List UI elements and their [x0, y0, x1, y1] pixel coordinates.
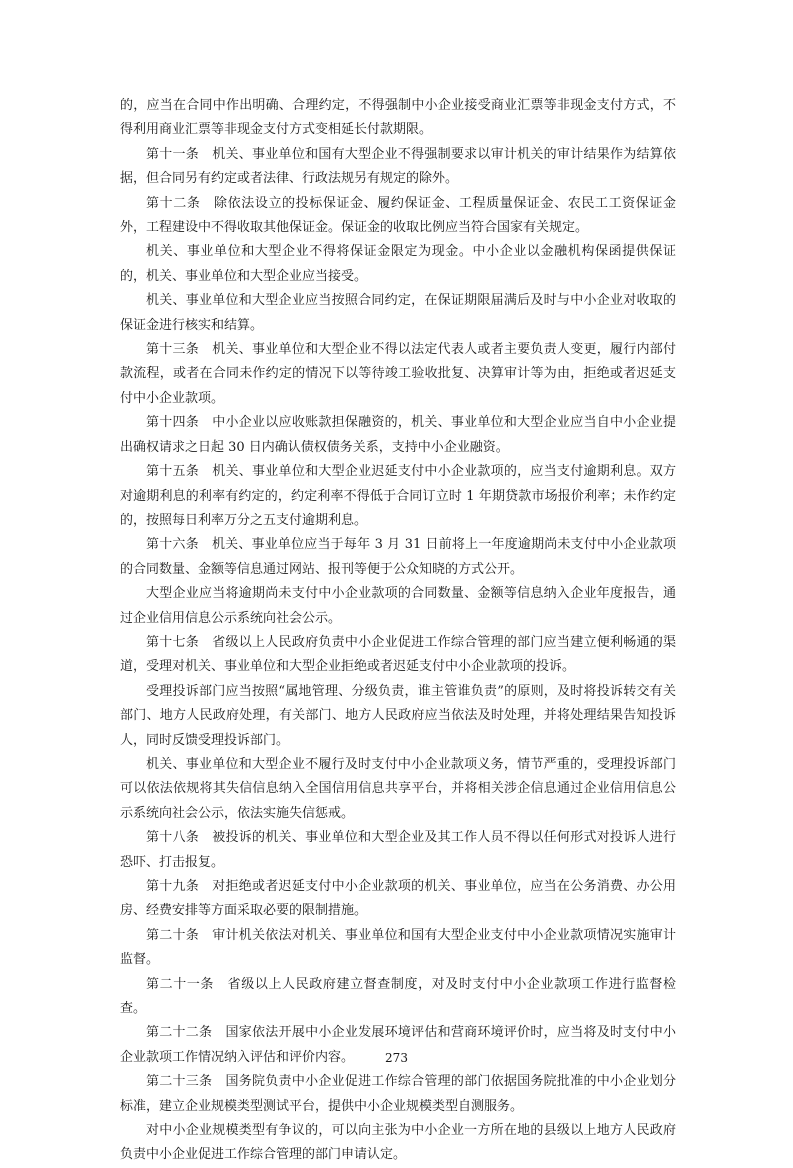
paragraph-article-16: 第十六条 机关、事业单位应当于每年 3 月 31 日前将上一年度逾期尚未支付中小企业款项的合同数量、金额等信息通过网站、报刊等便于公众知晓的方式公开。 [120, 537, 676, 577]
paragraph: 机关、事业单位和大型企业不得将保证金限定为现金。中小企业以金融机构保函提供保证的，机关、事业单位和大型企业应当接受。 [120, 244, 676, 284]
paragraph-article-11: 第十一条 机关、事业单位和国有大型企业不得强制要求以审计机关的审计结果作为结算依据，但合同另有约定或者法律、行政法规另有规定的除外。 [120, 146, 676, 187]
paragraph-article-21: 第二十一条 省级以上人民政府建立督查制度，对及时支付中小企业款项工作进行监督检查。 [120, 976, 676, 1017]
paragraph-article-15: 第十五条 机关、事业单位和大型企业迟延支付中小企业款项的，应当支付逾期利息。双方对逾期利息的利率有约定的，约定利率不得低于合同订立时 1 年期贷款市场报价利率；未作约定的，按照每日利率万分之五支付逾期利息。 [120, 464, 676, 528]
paragraph-article-20: 第二十条 审计机关依法对机关、事业单位和国有大型企业支付中小企业款项情况实施审计监督。 [120, 927, 676, 968]
page-number: 273 [385, 1051, 408, 1065]
paragraph: 受理投诉部门应当按照“属地管理、分级负责，谁主管谁负责”的原则，及时将投诉转交有关部门、地方人民政府处理，有关部门、地方人民政府应当依法及时处理，并将处理结果告知投诉人，同时反馈受理投诉部门。 [120, 683, 676, 748]
paragraph: 机关、事业单位和大型企业应当按照合同约定，在保证期限届满后及时与中小企业对收取的保证金进行核实和结算。 [120, 293, 676, 333]
paragraph-article-12: 第十二条 除依法设立的投标保证金、履约保证金、工程质量保证金、农民工工资保证金外，工程建设中不得收取其他保证金。保证金的收取比例应当符合国家有关规定。 [120, 195, 676, 236]
paragraph-article-22: 第二十二条 国家依法开展中小企业发展环境评估和营商环境评价时，应当将及时支付中小企业款项工作情况纳入评估和评价内容。 [120, 1025, 676, 1065]
paragraph: 的，应当在合同中作出明确、合理约定，不得强制中小企业接受商业汇票等非现金支付方式，不得利用商业汇票等非现金支付方式变相延长付款期限。 [120, 98, 676, 138]
paragraph-article-17: 第十七条 省级以上人民政府负责中小企业促进工作综合管理的部门应当建立便利畅通的渠道，受理对机关、事业单位和大型企业拒绝或者迟延支付中小企业款项的投诉。 [120, 634, 676, 675]
paragraph: 机关、事业单位和大型企业不履行及时支付中小企业款项义务，情节严重的，受理投诉部门可以依法依规将其失信信息纳入全国信用信息共享平台，并将相关涉企信息通过企业信用信息公示系统向社会公示，依法实施失信惩戒。 [120, 756, 676, 821]
paragraph-article-23: 第二十三条 国务院负责中小企业促进工作综合管理的部门依据国务院批准的中小企业划分标准，建立企业规模类型测试平台，提供中小企业规模类型自测服务。 [120, 1074, 676, 1114]
paragraph-article-18: 第十八条 被投诉的机关、事业单位和大型企业及其工作人员不得以任何形式对投诉人进行恐吓、打击报复。 [120, 830, 676, 870]
paragraph: 大型企业应当将逾期尚未支付中小企业款项的合同数量、金额等信息纳入企业年度报告，通过企业信用信息公示系统向社会公示。 [120, 586, 676, 626]
paragraph-article-14: 第十四条 中小企业以应收账款担保融资的，机关、事业单位和大型企业应当自中小企业提出确权请求之日起 30 日内确认债权债务关系，支持中小企业融资。 [120, 415, 676, 455]
document-body [120, 94, 676, 1168]
paragraph: 对中小企业规模类型有争议的，可以向主张为中小企业一方所在地的县级以上地方人民政府负责中小企业促进工作综合管理的部门申请认定。 [120, 1123, 676, 1163]
paragraph-article-19: 第十九条 对拒绝或者迟延支付中小企业款项的机关、事业单位，应当在公务消费、办公用房、经费安排等方面采取必要的限制措施。 [120, 879, 676, 919]
paragraph-article-13: 第十三条 机关、事业单位和大型企业不得以法定代表人或者主要负责人变更，履行内部付款流程，或者在合同未作约定的情况下以等待竣工验收批复、决算审计等为由，拒绝或者迟延支付中小企业款项。 [120, 342, 676, 406]
